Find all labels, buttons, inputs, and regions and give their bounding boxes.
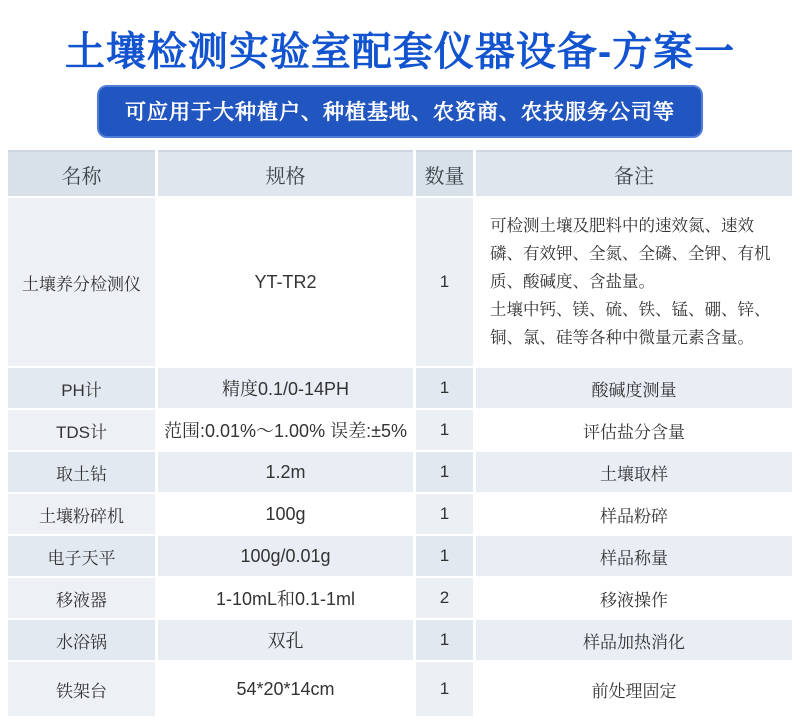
cell-spec: 精度0.1/0-14PH [158,368,413,408]
cell-spec: 1-10mL和0.1-1ml [158,578,413,618]
remark-paragraph-1: 可检测土壤及肥料中的速效氮、速效磷、有效钾、全氮、全磷、全钾、有机质、酸碱度、含盐量。 [490,217,771,291]
cell-name: 取土钻 [8,452,155,492]
table-row-tds-meter [8,410,792,450]
cell-qty: 1 [416,452,473,492]
cell-spec: YT-TR2 [158,198,413,366]
cell-qty: 1 [416,662,473,716]
cell-remark: 酸碱度测量 [476,368,792,408]
cell-spec: 范围:0.01%～1.00% 误差:±5% [158,410,413,450]
column-header-remark: 备注 [476,150,792,196]
table-row-ph-meter [8,368,792,408]
cell-qty: 1 [416,410,473,450]
column-header-spec: 规格 [158,150,413,196]
cell-remark: 移液操作 [476,578,792,618]
cell-name: 电子天平 [8,536,155,576]
cell-spec: 100g/0.01g [158,536,413,576]
cell-remark [476,198,792,366]
page-title: 土壤检测实验室配套仪器设备-方案一 [64,30,736,74]
equipment-table [8,150,792,716]
cell-qty: 1 [416,198,473,366]
remark-paragraph-2: 土壤中钙、镁、硫、铁、锰、硼、锌、铜、氯、硅等各种中微量元素含量。 [490,301,771,347]
table-row-iron-stand [8,662,792,716]
cell-name: 铁架台 [8,662,155,716]
cell-qty: 2 [416,578,473,618]
cell-name: PH计 [8,368,155,408]
cell-name: TDS计 [8,410,155,450]
cell-remark: 评估盐分含量 [476,410,792,450]
cell-spec: 100g [158,494,413,534]
table-row-electronic-balance [8,536,792,576]
table-row-water-bath [8,620,792,660]
table-row-soil-nutrient-detector [8,198,792,366]
cell-qty: 1 [416,494,473,534]
table-header-row [8,150,792,196]
subtitle-banner: 可应用于大种植户、种植基地、农资商、农技服务公司等 [97,85,703,138]
cell-qty: 1 [416,536,473,576]
cell-name: 土壤粉碎机 [8,494,155,534]
cell-remark: 前处理固定 [476,662,792,716]
cell-qty: 1 [416,620,473,660]
cell-remark: 样品加热消化 [476,620,792,660]
cell-spec: 1.2m [158,452,413,492]
table-row-soil-grinder [8,494,792,534]
cell-qty: 1 [416,368,473,408]
cell-spec: 双孔 [158,620,413,660]
column-header-name: 名称 [8,150,155,196]
cell-name: 土壤养分检测仪 [8,198,155,366]
column-header-qty: 数量 [416,150,473,196]
cell-spec: 54*20*14cm [158,662,413,716]
table-row-soil-auger [8,452,792,492]
cell-name: 水浴锅 [8,620,155,660]
table-row-pipette [8,578,792,618]
cell-name: 移液器 [8,578,155,618]
cell-remark: 样品粉碎 [476,494,792,534]
cell-remark: 土壤取样 [476,452,792,492]
cell-remark: 样品称量 [476,536,792,576]
